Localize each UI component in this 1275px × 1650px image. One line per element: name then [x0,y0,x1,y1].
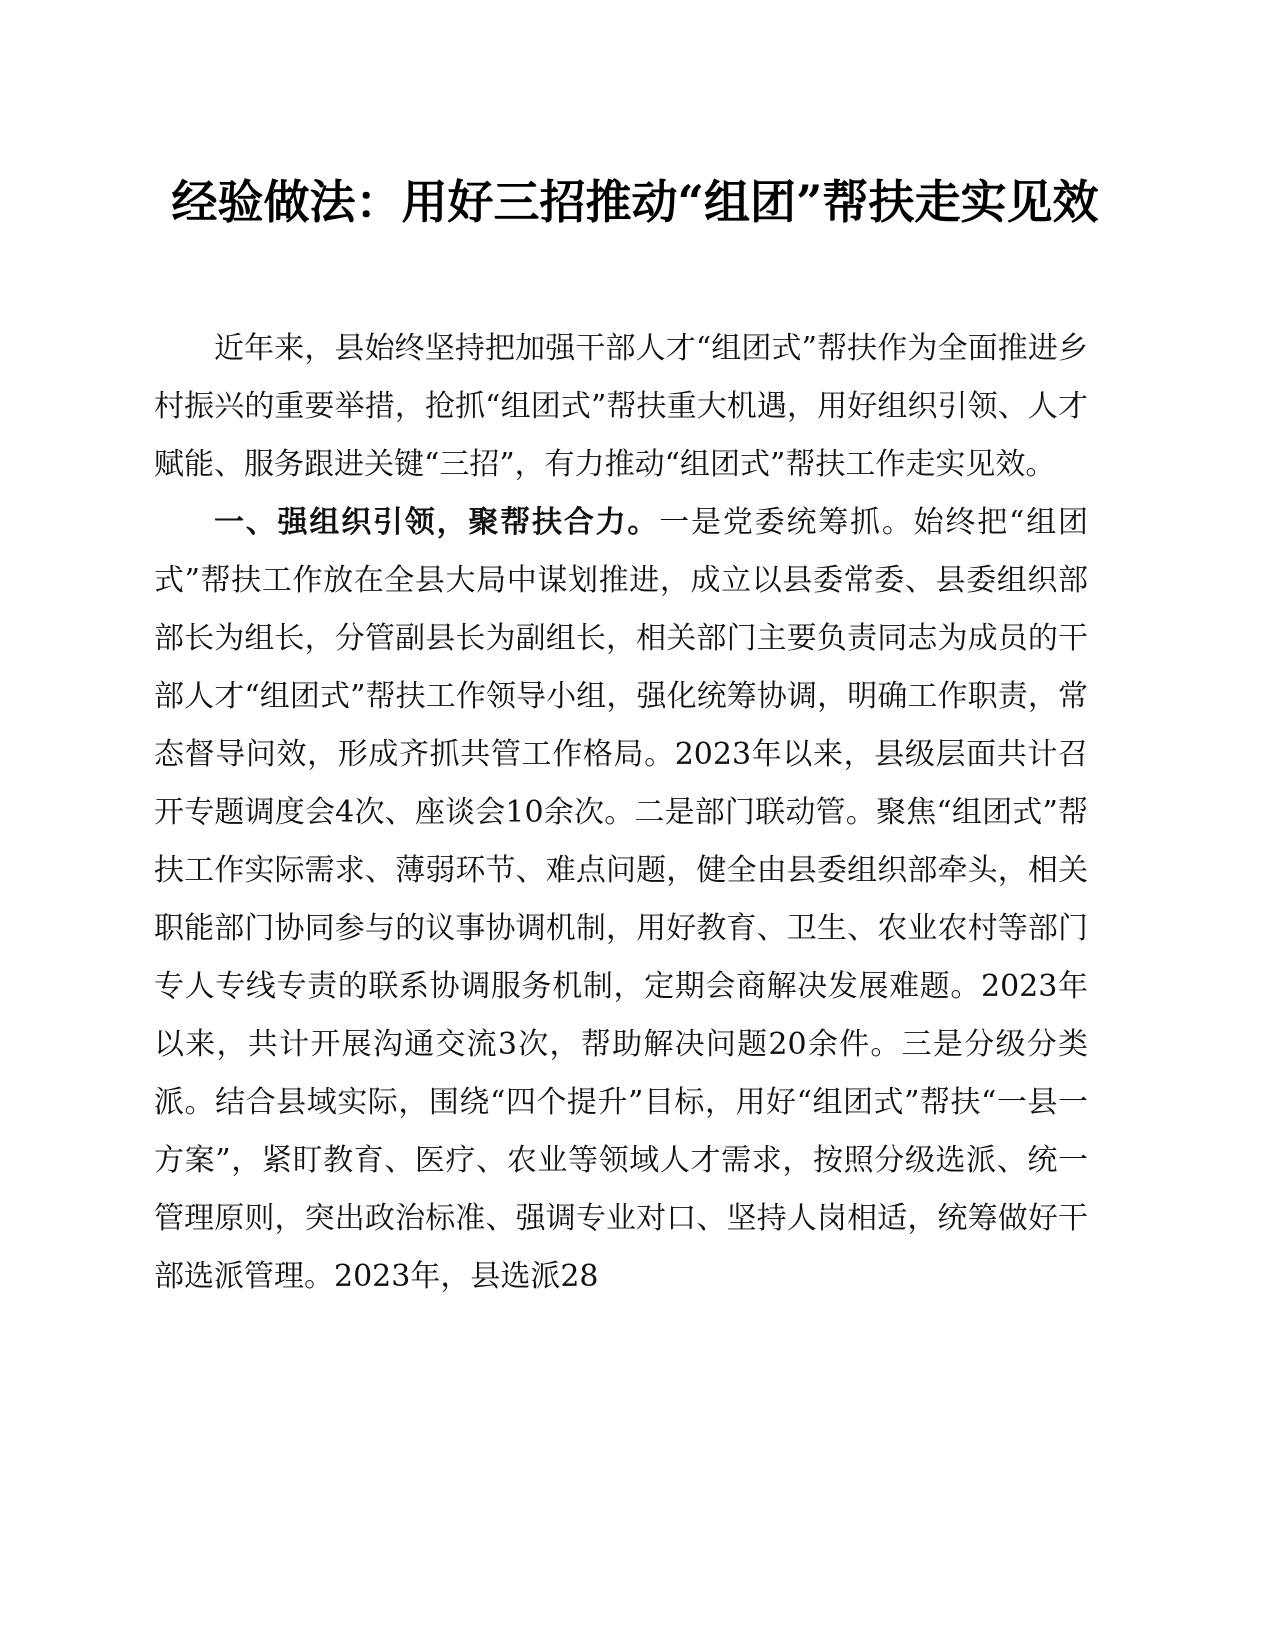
document-body [154,320,1088,1306]
document-title: 经验做法：用好三招推动“组团”帮扶走实见效 [171,175,1099,229]
intro-paragraph: 近年来，县始终坚持把加强干部人才“组团式”帮扶作为全面推进乡村振兴的重要举措，抢抓“组团式”帮扶重大机遇，用好组织引领、人才赋能、服务跟进关键“三招”，有力推动“组团式”帮扶工作走实见效。 [154,331,1088,482]
section-one-paragraph [154,494,1088,1306]
section-one-heading: 一、强组织引领，聚帮扶合力。 [214,505,660,540]
section-one-text: 一是党委统筹抓。始终把“组团式”帮扶工作放在全县大局中谋划推进，成立以县委常委、县委组织部部长为组长，分管副县长为副组长，相关部门主要负责同志为成员的干部人才“组团式”帮扶工作领导小组，强化统筹协调，明确工作职责，常态督导问效，形成齐抓共管工作格局。2023年以来，县级层面共计召开专题调度会4次、座谈会10余次。二是部门联动管。聚焦“组团式”帮扶工作实际需求、薄弱环节、难点问题，健全由县委组织部牵头，相关职能部门协同参与的议事协调机制，用好教育、卫生、农业农村等部门专人专线专责的联系协调服务机制，定期会商解决发展难题。2023年以来，共计开展沟通交流3次，帮助解决问题20余件。三是分级分类派。结合县域实际，围绕“四个提升”目标，用好“组团式”帮扶“一县一方案”，紧盯教育、医疗、农业等领域人才需求，按照分级选派、统一管理原则，突出政治标准、强调专业对口、坚持人岗相适，统筹做好干部选派管理。2023年，县选派28 [154,505,1088,1294]
